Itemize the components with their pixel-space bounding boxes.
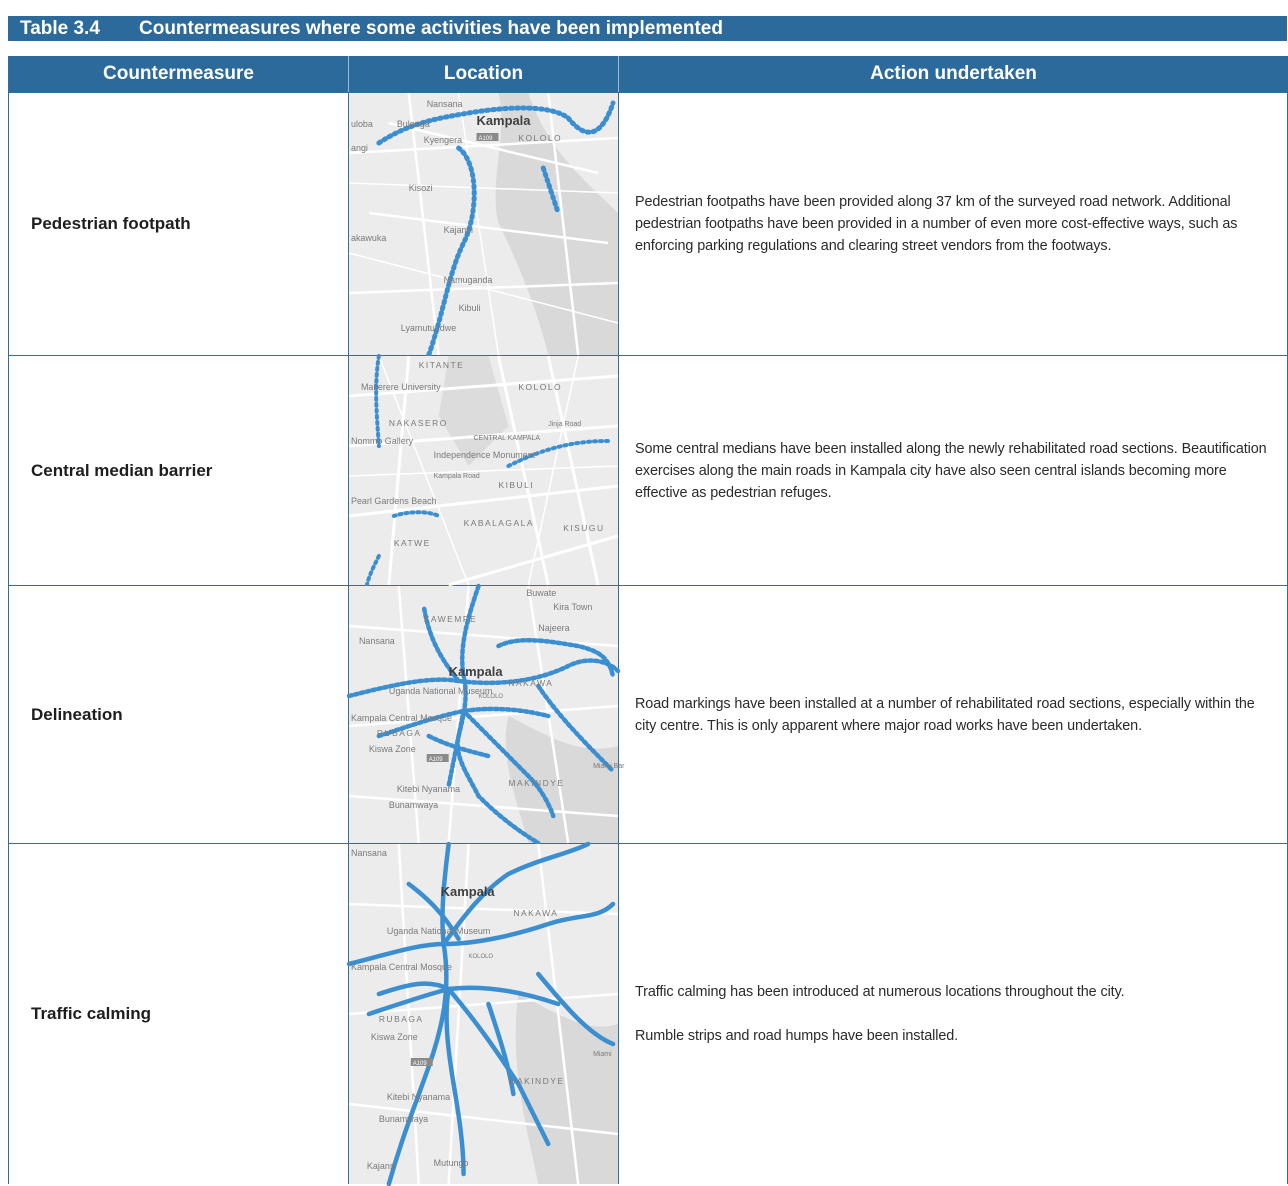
map-label: Makerere University [360, 381, 441, 393]
map-label: Independence Monument [433, 449, 536, 461]
action-description [619, 586, 1288, 843]
map-label: RUBAGA [378, 1013, 424, 1025]
map-label: KITANTE [418, 359, 465, 371]
map-label: Nommo Gallery [350, 435, 414, 447]
map-label: KOLOLO [468, 953, 494, 961]
map-label: A109 [428, 756, 443, 764]
map-label: Kisozi [408, 182, 433, 194]
map-traffic-calming [349, 844, 618, 1184]
map-label: Pearl Gardens Beach [350, 495, 437, 507]
location-map [349, 844, 619, 1184]
map-label: Jinja Road [548, 420, 582, 429]
table-row [9, 355, 1288, 585]
map-label: NAKASERO [388, 417, 448, 429]
map-label: KATWE [393, 537, 431, 549]
map-label: Bunamwaya [378, 1113, 429, 1125]
map-label: Uganda National Museum [386, 925, 491, 937]
map-label: Lyamutundwe [400, 322, 457, 334]
map-label: Nansana [426, 98, 463, 110]
action-paragraph: Road markings have been installed at a number of rehabilitated road sections, especially within the city centre. This is only apparent where major road works have been undertaken. [635, 695, 1255, 734]
map-label: A109 [412, 1060, 427, 1068]
map-label: Kyengera [423, 134, 463, 146]
map-label: Kajansi [366, 1160, 397, 1172]
map-label: KIBULI [498, 479, 535, 491]
map-label: Miami [593, 1050, 612, 1059]
map-label: Kampala [476, 112, 531, 129]
table-row [9, 92, 1288, 355]
map-label: MAKINDYE [508, 777, 565, 789]
map-label: Kampala [440, 883, 495, 900]
map-label: CENTRAL KAMPALA [473, 434, 541, 443]
map-label: Namuganda [443, 274, 493, 286]
countermeasure-name: Pedestrian footpath [9, 93, 349, 355]
table-row [9, 585, 1288, 843]
map-label: akawuka [350, 232, 387, 244]
map-label: Nansana [350, 847, 387, 859]
map-label: NAKAWA [513, 907, 559, 919]
table-row [9, 843, 1288, 1184]
action-description [619, 93, 1288, 355]
map-label: KAWEMPE [423, 613, 478, 625]
map-label: Kampala Central Mosque [350, 712, 453, 724]
map-label: Miami Bar [593, 762, 625, 771]
map-label: Uganda National Museum [388, 685, 493, 697]
map-pedestrian-footpath [349, 93, 618, 355]
map-label: Bulenga [396, 118, 430, 130]
table-header-row [9, 56, 1288, 92]
location-map [349, 93, 619, 355]
action-paragraph: Traffic calming has been introduced at numerous locations throughout the city. [635, 984, 1125, 1000]
map-label: KOLOLO [518, 132, 563, 144]
map-label: KABALAGALA [463, 517, 534, 529]
action-paragraph: Some central medians have been installed along the newly rehabilitated road sections. Beautification exercises along the main roads in Kampala city have also seen central islands becoming more effective as pedestrian refuges. [635, 440, 1267, 501]
map-label: Kibuli [458, 302, 481, 314]
map-label: uloba [350, 118, 373, 130]
countermeasure-name: Traffic calming [9, 844, 349, 1184]
map-label: angi [350, 142, 368, 154]
map-label: Kampala Central Mosque [350, 961, 453, 973]
map-delineation [349, 586, 625, 843]
action-description [619, 356, 1288, 585]
action-description [619, 844, 1288, 1184]
map-label: Kira Town [553, 601, 593, 613]
map-label: Buwate [526, 587, 557, 599]
map-label: Nansana [358, 635, 395, 647]
map-label: Kampala [448, 663, 503, 680]
location-map [349, 586, 625, 843]
map-label: KISUGU [563, 522, 605, 534]
map-label: Kitebi Nyanama [396, 783, 461, 795]
map-label: Kitebi Nyanama [386, 1091, 451, 1103]
location-map [349, 356, 619, 585]
map-label: Kiswa Zone [368, 743, 416, 755]
map-label: Najeera [538, 622, 570, 634]
column-header-countermeasure: Countermeasure [9, 56, 349, 92]
map-label: NAKAWA [508, 677, 554, 689]
table-number: Table 3.4 [20, 18, 100, 39]
map-label: KOLOLO [478, 693, 504, 701]
map-label: Kiswa Zone [370, 1031, 418, 1043]
map-label: Kampala Road [433, 472, 480, 481]
map-central-median-barrier [349, 356, 618, 585]
action-paragraph: Pedestrian footpaths have been provided along 37 km of the surveyed road network. Additional pedestrian footpaths have been provided in a number of even more cost-effective ways, such as enforcing parking regulations and clearing street vendors from the footways. [635, 194, 1238, 254]
column-header-location: Location [349, 56, 619, 92]
map-label: Kajansi [443, 224, 474, 236]
column-header-action: Action undertaken [870, 63, 1037, 84]
action-paragraph: Rumble strips and road humps have been installed. [635, 1028, 959, 1044]
countermeasures-table [8, 56, 1288, 1184]
map-label: Bunamwaya [388, 799, 439, 811]
map-label: MAKINDYE [508, 1075, 565, 1087]
map-label: A109 [478, 135, 493, 143]
map-label: KOLOLO [518, 381, 563, 393]
map-label: RUBAGA [376, 727, 422, 739]
countermeasure-name: Central median barrier [9, 356, 349, 585]
table-title: Countermeasures where some activities have been implemented [139, 18, 723, 39]
countermeasure-name: Delineation [9, 586, 349, 843]
table-caption [8, 16, 1287, 41]
map-label: Mutungo [433, 1157, 469, 1169]
